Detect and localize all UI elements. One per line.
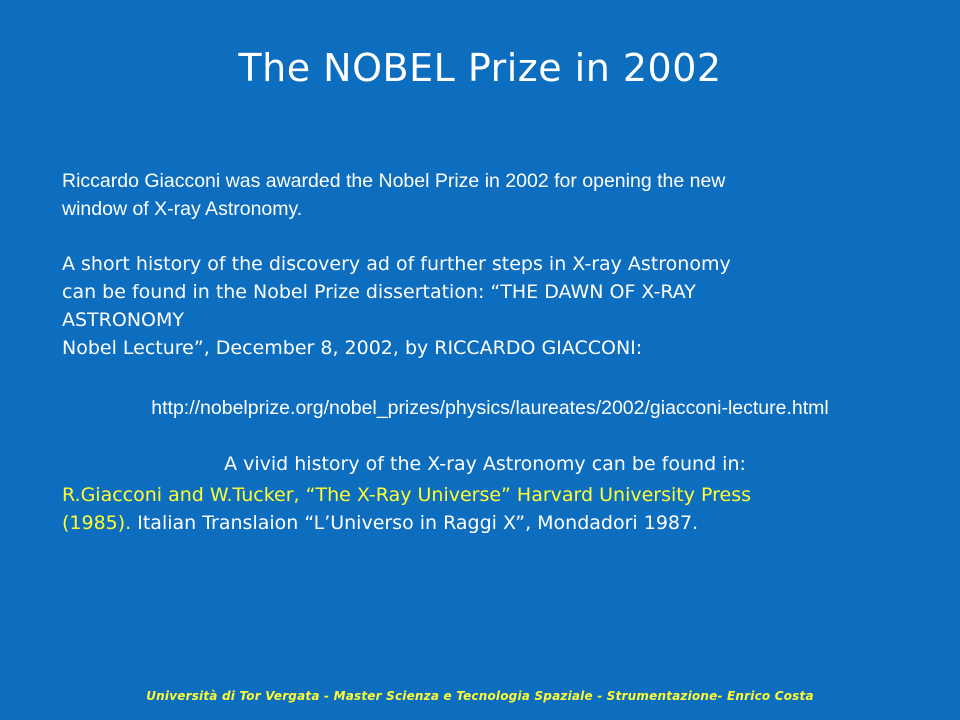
reference-year: (1985). [62,512,132,534]
reference-paragraph [62,481,942,537]
intro-line-2: window of X-ray Astronomy. [62,198,303,220]
history-line-2: can be found in the Nobel Prize dissertation: “THE DAWN OF X-RAY [62,281,696,303]
vivid-history-line: A vivid history of the X-ray Astronomy can be found in: [224,453,746,475]
slide-title: The NOBEL Prize in 2002 [238,46,722,90]
history-line-4: Nobel Lecture”, December 8, 2002, by RICCARDO GIACCONI: [62,337,643,359]
intro-line-1: Riccardo Giacconi was awarded the Nobel Prize in 2002 for opening the new [62,170,726,192]
lecture-url-link[interactable]: http://nobelprize.org/nobel_prizes/physics/laureates/2002/giacconi-lecture.html [151,397,829,419]
history-line-3: ASTRONOMY [62,309,184,331]
reference-translation: Italian Translaion “L’Universo in Raggi X”, Mondadori 1987. [131,512,699,534]
reference-line-2 [62,509,942,537]
history-paragraph [62,250,922,362]
reference-line-1: R.Giacconi and W.Tucker, “The X-Ray Universe” Harvard University Press [62,484,752,506]
intro-paragraph [62,167,912,223]
slide-footer: Università di Tor Vergata - Master Scienza e Tecnologia Spaziale - Strumentazione- Enrico Costa [146,689,814,703]
history-line-1: A short history of the discovery ad of further steps in X-ray Astronomy [62,253,731,275]
